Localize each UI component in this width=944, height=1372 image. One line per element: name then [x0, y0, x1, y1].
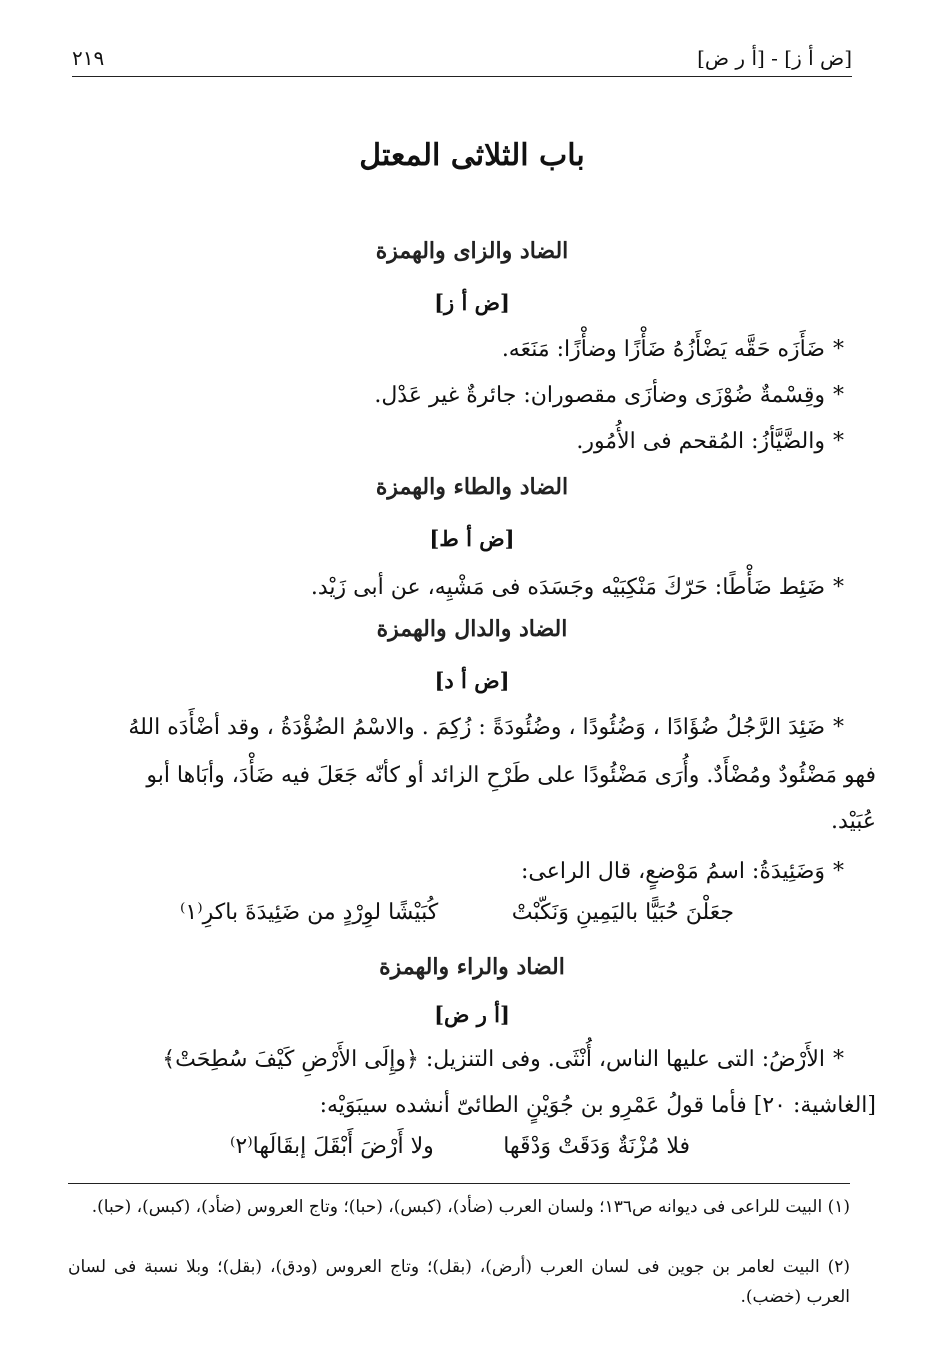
entry-marker: * [833, 715, 844, 740]
entry-text: والضَّيَّأزُ: المُقحم فى الأُمُور. [576, 429, 825, 454]
entry-line [68, 568, 844, 608]
verse-hemistich-right: فلا مُزْنَةٌ وَدَقَتْ وَدْقَها [503, 1134, 690, 1159]
entry-line [68, 1040, 844, 1080]
root-heading-a-r-d: [أ ر ض] [434, 1002, 510, 1027]
entry-marker: * [833, 383, 844, 408]
verse-hemistich-left: ولا أَرْضَ أَبْقَلَ إبقَالَها⁽٢⁾ [230, 1134, 434, 1159]
entry-text: [الغاشية: ٢٠] فأما قولُ عَمْرِو بن جُوَيْنٍ الطائىّ أنشده سيبَوَيْه: [319, 1093, 876, 1118]
running-header [72, 40, 852, 77]
entry-line [68, 802, 876, 842]
footnote-1: (١) البيت للراعى فى ديوانه ص١٣٦؛ ولسان العرب (ضأد)، (كبس)، (حبا)؛ وتاج العروس (ضأد)، (كبس)، (حبا). [91, 1197, 850, 1217]
chapter-title: باب الثلاثى المعتل [359, 138, 585, 173]
section-heading-dad-zay-hamza: الضاد والزاى والهمزة [375, 238, 569, 264]
entry-line [68, 422, 844, 462]
root-heading-d-a-t: [ض أ ط] [429, 526, 515, 551]
entry-line [68, 376, 844, 416]
entry-marker: * [833, 337, 844, 362]
entry-marker: * [833, 859, 844, 884]
footnote-2: (٢) البيت لعامر بن جوين فى لسان العرب (أرض)، (بقل)؛ وتاج العروس (ودق)، (بقل)؛ وبلا نسبة فى لسان العرب (خضب). [68, 1257, 850, 1307]
entry-line [68, 330, 844, 370]
section-heading-dad-ta-hamza: الضاد والطاء والهمزة [375, 474, 569, 500]
root-heading-d-a-d: [ض أ د] [434, 668, 510, 693]
entry-text: ضَئِط ضَأْطًا: حَرّكَ مَنْكِبَيْه وجَسَدَه فى مَشْيِه، عن أبى زَيْد. [310, 575, 825, 600]
verse-hemistich-left: كُبَيْشًا لوِرْدٍ من ضَئِيدَةَ باكرِ⁽١⁾ [180, 900, 439, 925]
page-number: ٢١٩ [72, 46, 105, 70]
footnote-divider [68, 1183, 850, 1184]
entry-text: وَضَئِيدَةُ: اسمُ مَوْضعٍ، قال الراعى: [520, 859, 825, 884]
root-heading-d-a-z: [ض أ ز] [434, 290, 510, 315]
entry-text: وقِسْمةٌ ضُوْزَى وضأزَى مقصوران: جائرةٌ غير عَدْل. [374, 383, 825, 408]
entry-marker: * [833, 1047, 844, 1072]
section-heading-dad-dal-hamza: الضاد والدال والهمزة [376, 616, 568, 642]
entry-text: عُبَيْد. [831, 809, 876, 834]
entry-text: ضَئِدَ الرَّجُلُ ضُؤَادًا ، وَضُئُودًا ، وضُئُودَةً : زُكِمَ . والاسْمُ الضُؤْدَةُ ، وقد أضْأَدَه اللهُ [128, 715, 825, 740]
entry-text: ضَأَزَه حَقَّه يَضْأَزُهُ ضَأْزًا وضأْزًا: مَنَعَه. [501, 337, 825, 362]
entry-text: فهو مَضْئُودٌ ومُضْأَدٌ. وأُرَى مَضْئُودًا على طَرْحِ الزائد أو كأنّه جَعَلَ فيه ضَأْدَ، وأبَاها أبو [146, 763, 876, 788]
verse-hemistich-right: جعَلْنَ حُبَيًّا باليَمِينِ وَنَكّبْتْ [511, 900, 734, 925]
entry-marker: * [833, 575, 844, 600]
entry-line [68, 1086, 876, 1126]
entry-marker: * [833, 429, 844, 454]
running-head-roots: [ض أ ز] - [أ ر ض] [697, 46, 852, 70]
entry-text: الأَرْضُ: التى عليها الناس، أُنْثَى. وفى التنزيل: ﴿وإِلَى الأَرْضِ كَيْفَ سُطِحَتْ﴾ [162, 1047, 825, 1072]
section-heading-dad-ra-hamza: الضاد والراء والهمزة [379, 954, 565, 980]
entry-line [68, 756, 876, 796]
entry-line [68, 852, 844, 892]
entry-line [68, 708, 844, 748]
